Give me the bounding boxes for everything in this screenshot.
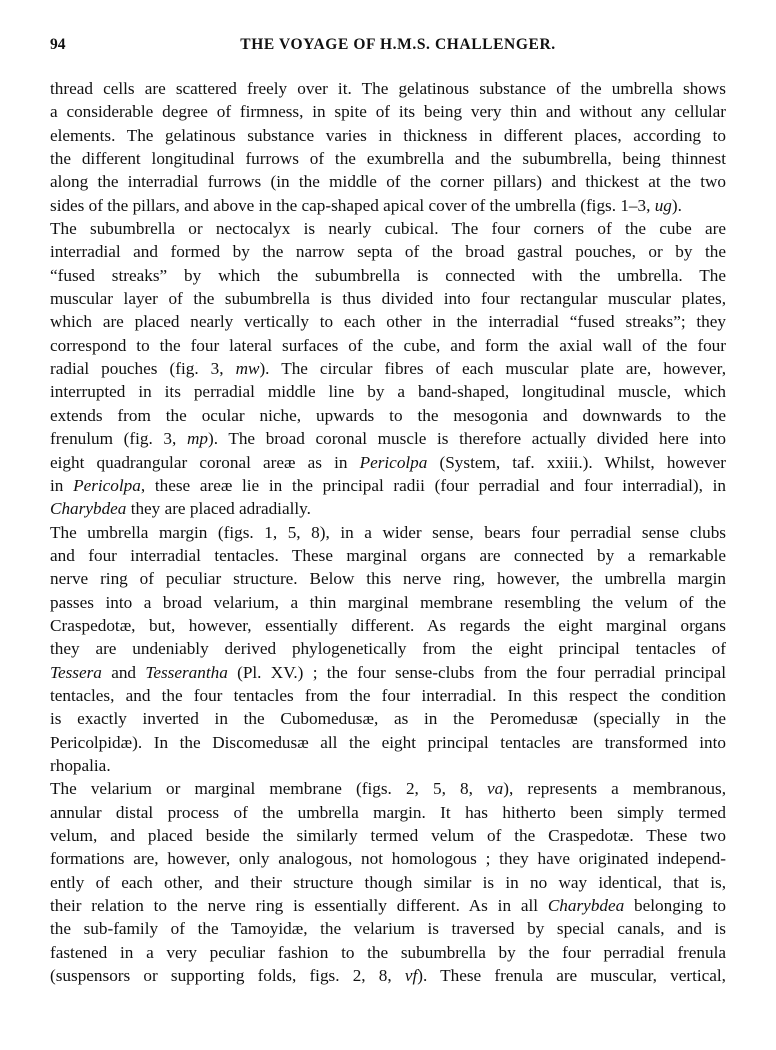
text-line: [50, 147, 726, 170]
text-segment: belonging to: [624, 896, 726, 916]
italic-term: ug: [654, 195, 672, 215]
text-segment: they are undeniably derived phylogenetically from the eight principal tentacles of: [50, 639, 726, 659]
page-number: 94: [50, 36, 66, 53]
text-segment: they are placed adradially.: [126, 499, 311, 519]
italic-term: Pericolpa: [359, 452, 428, 472]
text-segment: ). The circular fibres of each muscular plate are, however,: [259, 359, 726, 379]
text-line: [50, 264, 726, 287]
paragraph: [50, 77, 726, 217]
text-line: [50, 240, 726, 263]
text-line: [50, 684, 726, 707]
text-line: [50, 451, 726, 474]
text-line: [50, 614, 726, 637]
text-segment: velum, and placed beside the similarly termed velum of the Craspedotæ. These two: [50, 826, 726, 845]
text-segment: elements. The gelatinous substance varies in thickness in different places, according to: [50, 125, 726, 145]
text-segment: radial pouches (fig. 3,: [50, 359, 236, 379]
text-segment: thread cells are scattered freely over it. The gelatinous substance of the umbrella shows: [50, 79, 726, 98]
paragraph: [50, 777, 726, 987]
text-line: [50, 100, 726, 123]
text-line: [50, 334, 726, 357]
text-segment: and four interradial tentacles. These marginal organs are connected by a remarkable: [50, 545, 726, 565]
text-segment: ). The broad coronal muscle is therefore actually divided here into: [207, 429, 726, 449]
text-line: [50, 357, 726, 380]
text-line: [50, 894, 726, 917]
italic-term: va: [487, 779, 504, 799]
text-segment: interrupted in its perradial middle line by a band-shaped, longitudinal muscle, which: [50, 382, 726, 402]
text-segment: The umbrella margin (figs. 1, 5, 8), in a wider sense, bears four perradial sense clubs: [50, 522, 726, 542]
text-segment: “fused streaks” by which the subumbrella is connected with the umbrella. The: [50, 265, 726, 285]
text-line: [50, 941, 726, 964]
paragraph: [50, 217, 726, 520]
text-segment: , these areæ lie in the principal radii (four perradial and four interradial), in: [140, 475, 726, 495]
text-segment: passes into a broad velarium, a thin marginal membrane resembling the velum of the: [50, 592, 726, 612]
text-segment: interradial and formed by the narrow septa of the broad gastral pouches, or by the: [50, 242, 726, 262]
text-line: [50, 427, 726, 450]
italic-term: mw: [235, 359, 260, 379]
text-segment: frenulum (fig. 3,: [50, 429, 187, 449]
text-line: [50, 591, 726, 614]
text-line: [50, 777, 726, 800]
italic-term: vf: [404, 966, 418, 986]
text-line: [50, 824, 726, 847]
text-line: [50, 380, 726, 403]
text-line: [50, 871, 726, 894]
text-segment: The subumbrella or nectocalyx is nearly cubical. The four corners of the cube are: [50, 219, 726, 239]
text-segment: correspond to the four lateral surfaces of the cube, and form the axial wall of the four: [50, 335, 726, 355]
paragraph: [50, 521, 726, 778]
text-line: [50, 194, 726, 217]
text-segment: (suspensors or supporting folds, figs. 2, 8,: [50, 966, 405, 986]
text-line: [50, 544, 726, 567]
text-segment: annular distal process of the umbrella margin. It has hitherto been simply termed: [50, 802, 726, 822]
italic-term: Charybdea: [50, 499, 127, 519]
text-line: [50, 637, 726, 660]
text-line: [50, 521, 726, 544]
italic-term: Tessera: [50, 662, 102, 682]
text-segment: (Pl. XV.) ; the four sense-clubs from the four perradial principal: [227, 662, 726, 682]
italic-term: Tesserantha: [145, 662, 228, 682]
text-line: [50, 567, 726, 590]
text-line: [50, 497, 726, 520]
text-segment: extends from the ocular niche, upwards to the mesogonia and downwards to the: [50, 405, 726, 425]
text-segment: Pericolpidæ). In the Discomedusæ all the eight principal tentacles are transformed into: [50, 732, 726, 752]
text-segment: fastened in a very peculiar fashion to the subumbrella by the four perradial frenula: [50, 942, 726, 962]
text-line: [50, 707, 726, 730]
text-line: [50, 474, 726, 497]
italic-term: mp: [186, 429, 208, 449]
text-line: [50, 731, 726, 754]
running-title: THE VOYAGE OF H.M.S. CHALLENGER.: [240, 36, 556, 53]
text-segment: nerve ring of peculiar structure. Below this nerve ring, however, the umbrella margin: [50, 569, 726, 589]
text-segment: in: [50, 475, 74, 495]
text-segment: formations are, however, only analogous, not homologous ; they have originated independ-: [50, 849, 726, 869]
text-line: [50, 124, 726, 147]
running-head: [50, 36, 726, 60]
text-line: [50, 310, 726, 333]
italic-term: Charybdea: [547, 896, 625, 916]
text-segment: sides of the pillars, and above in the cap-shaped apical cover of the umbrella (figs. 1–3,: [50, 195, 655, 215]
text-segment: along the interradial furrows (in the middle of the corner pillars) and thickest at the two: [50, 172, 726, 192]
text-line: [50, 170, 726, 193]
text-segment: Craspedotæ, but, however, essentially different. As regards the eight marginal organs: [50, 615, 726, 635]
text-segment: tentacles, and the four tentacles from the four interradial. In this respect the condition: [50, 685, 726, 705]
text-line: [50, 754, 726, 777]
text-segment: (System, taf. xxiii.). Whilst, however: [427, 452, 726, 472]
page: [50, 36, 726, 987]
text-line: [50, 964, 726, 987]
text-segment: muscular layer of the subumbrella is thus divided into four rectangular muscular plates,: [50, 289, 726, 309]
text-line: [50, 847, 726, 870]
text-line: [50, 77, 726, 100]
text-segment: the sub-family of the Tamoyidæ, the velarium is traversed by special canals, and is: [50, 919, 726, 939]
text-line: [50, 661, 726, 684]
text-line: [50, 917, 726, 940]
text-segment: ). These frenula are muscular, vertical,: [417, 966, 726, 986]
text-segment: The velarium or marginal membrane (figs. 2, 5, 8,: [50, 779, 487, 799]
text-segment: and: [101, 662, 146, 682]
text-line: [50, 287, 726, 310]
text-segment: the different longitudinal furrows of the exumbrella and the subumbrella, being thinnest: [50, 149, 726, 169]
text-segment: their relation to the nerve ring is essentially different. As in all: [50, 896, 548, 916]
text-segment: ently of each other, and their structure though similar is in no way identical, that is,: [50, 872, 726, 892]
text-segment: a considerable degree of firmness, in spite of its being very thin and without any cellular: [50, 102, 726, 122]
text-line: [50, 801, 726, 824]
text-line: [50, 404, 726, 427]
body-text: [50, 77, 726, 987]
text-line: [50, 217, 726, 240]
text-segment: is exactly inverted in the Cubomedusæ, as in the Peromedusæ (specially in the: [50, 709, 726, 729]
italic-term: Pericolpa: [73, 475, 141, 495]
text-segment: eight quadrangular coronal areæ as in: [50, 452, 360, 472]
text-segment: ).: [671, 195, 682, 215]
text-segment: which are placed nearly vertically to each other in the interradial “fused streaks”; they: [50, 312, 726, 332]
text-segment: rhopalia.: [50, 755, 111, 775]
text-segment: ), represents a membranous,: [503, 779, 726, 799]
